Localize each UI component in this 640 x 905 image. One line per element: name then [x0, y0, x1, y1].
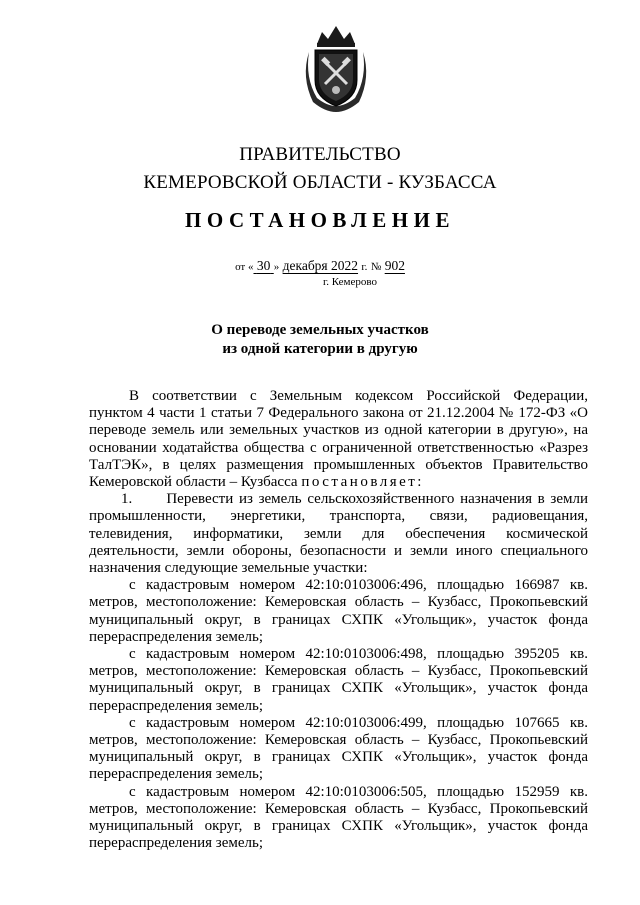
- date-close-quote: »: [273, 261, 280, 273]
- decree-word: постановляет:: [301, 474, 424, 491]
- coat-of-arms-icon: [295, 22, 377, 114]
- document-number: 902: [384, 258, 405, 273]
- date-year-suffix: г.: [361, 261, 368, 273]
- government-name-line1: ПРАВИТЕЛЬСТВО: [239, 144, 401, 165]
- subject-line2: из одной категории в другую: [222, 341, 418, 357]
- document-body: [89, 388, 588, 852]
- subject-line1: О переводе земельных участков: [211, 322, 429, 338]
- date-day: 30: [256, 258, 271, 273]
- number-label: №: [370, 261, 382, 273]
- item-1-text: Перевести из земель сельскохозяйственного назначения в земли промышленности, энергетики, транспорта, связи, радиовещания, телевидения, информатики, земли для обеспечения космической деятельности, земли обороны, безопасности и земли иного специального назначения следующие земельные участки:: [89, 491, 588, 577]
- plot-paragraph: с кадастровым номером 42:10:0103006:496, площадью 166987 кв. метров, местоположение: Кемеровская область – Кузбасс, Прокопьевский муниципальный округ, в границах СХПК «Угольщик», участок фонда перераспределения земель;: [89, 577, 588, 645]
- government-name-line2: КЕМЕРОВСКОЙ ОБЛАСТИ - КУЗБАССА: [143, 172, 497, 193]
- date-month-year: декабря 2022: [282, 258, 359, 273]
- document-city: г. Кемерово: [322, 276, 378, 288]
- item-1-paragraph: [89, 491, 588, 577]
- plot-paragraph: с кадастровым номером 42:10:0103006:498, площадью 395205 кв. метров, местоположение: Кемеровская область – Кузбасс, Прокопьевский муниципальный округ, в границах СХПК «Угольщик», участок фонда перераспределения земель;: [89, 646, 588, 714]
- plot-paragraph: с кадастровым номером 42:10:0103006:499, площадью 107665 кв. метров, местоположение: Кемеровская область – Кузбасс, Прокопьевский муниципальный округ, в границах СХПК «Угольщик», участок фонда перераспределения земель;: [89, 714, 588, 783]
- date-prefix: от «: [235, 261, 254, 273]
- plot-paragraph: с кадастровым номером 42:10:0103006:505, площадью 152959 кв. метров, местоположение: Кемеровская область – Кузбасс, Прокопьевский муниципальный округ, в границах СХПК «Угольщик», участок фонда перераспределения земель;: [89, 783, 588, 852]
- document-type-title: ПОСТАНОВЛЕНИЕ: [185, 208, 455, 232]
- intro-paragraph: В соответствии с Земельным кодексом Российской Федерации, пунктом 4 части 1 статьи 7 Федерального закона от 21.12.2004 № 172-ФЗ «О переводе земель или земельных участков из одной категории в другую», на основании ходатайства общества с ограниченной ответственностью «Разрез ТалТЭК», в целях размещения промышленных объектов Правительство Кемеровской области – Кузбасса постановляет:: [89, 388, 588, 491]
- document-dateline: [0, 258, 640, 274]
- item-1-number: 1.: [121, 491, 133, 508]
